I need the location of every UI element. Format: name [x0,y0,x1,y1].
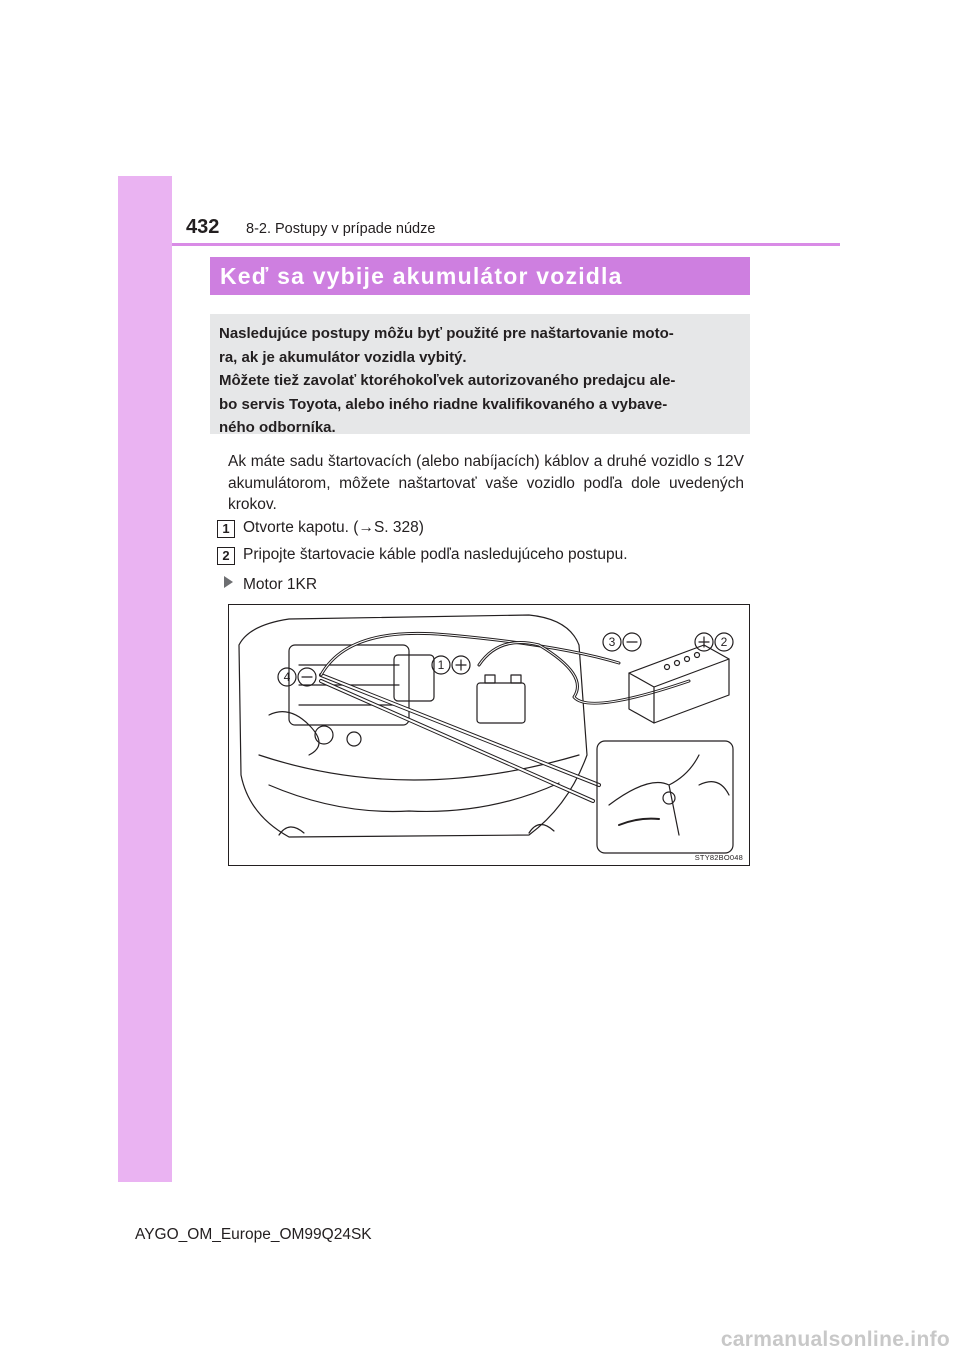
page-title: Keď sa vybije akumulátor vozidla [220,263,623,289]
step-number-badge: 1 [217,520,235,538]
footer-doc-id: AYGO_OM_Europe_OM99Q24SK [135,1226,372,1243]
summary-line: bo servis Toyota, alebo iného riadne kvalifikovaného a vybave- [219,395,668,413]
summary-text [219,322,741,440]
triangle-bullet-icon [224,576,233,588]
summary-line: Nasledujúce postupy môžu byť použité pre naštartovanie moto- [219,325,674,342]
summary-line: ného odborníka. [219,419,336,436]
callout-4: 4 [283,670,291,684]
step-text: Pripojte štartovacie káble podľa nasledujúceho postupu. [243,546,628,563]
title-bar [210,257,750,295]
summary-box [210,314,750,434]
summary-line: ra, ak je akumulátor vozidla vybitý. [219,348,467,366]
jump-start-illustration [228,604,750,866]
section-label: 8-2. Postupy v prípade núdze [246,221,436,237]
sub-item-label: Motor 1KR [243,576,318,593]
header-divider [172,243,840,246]
engine-bay-drawing [229,605,749,865]
figure-code: STY82BO048 [694,853,743,862]
callout-3: 3 [608,635,616,649]
step-text: Otvorte kapotu. (→S. 328) [243,519,424,536]
summary-line: Môžete tiež zavolať ktoréhokoľvek autorizovaného predajcu ale- [219,372,676,389]
section-tab-strip [118,176,172,1182]
callout-1: 1 [437,658,445,672]
engine-sub-item [224,576,317,594]
callout-2: 2 [720,635,728,649]
page-number: 432 [186,216,220,238]
intro-paragraph: Ak máte sadu štartovacích (alebo nabíjacích) káblov a druhé vozidlo s 12V akumulátorom, môžete naštartovať vaše vozidlo podľa dole uvedených krokov. [228,453,744,513]
watermark: carmanualsonline.info [720,1328,950,1351]
step-number-badge: 2 [217,547,235,565]
